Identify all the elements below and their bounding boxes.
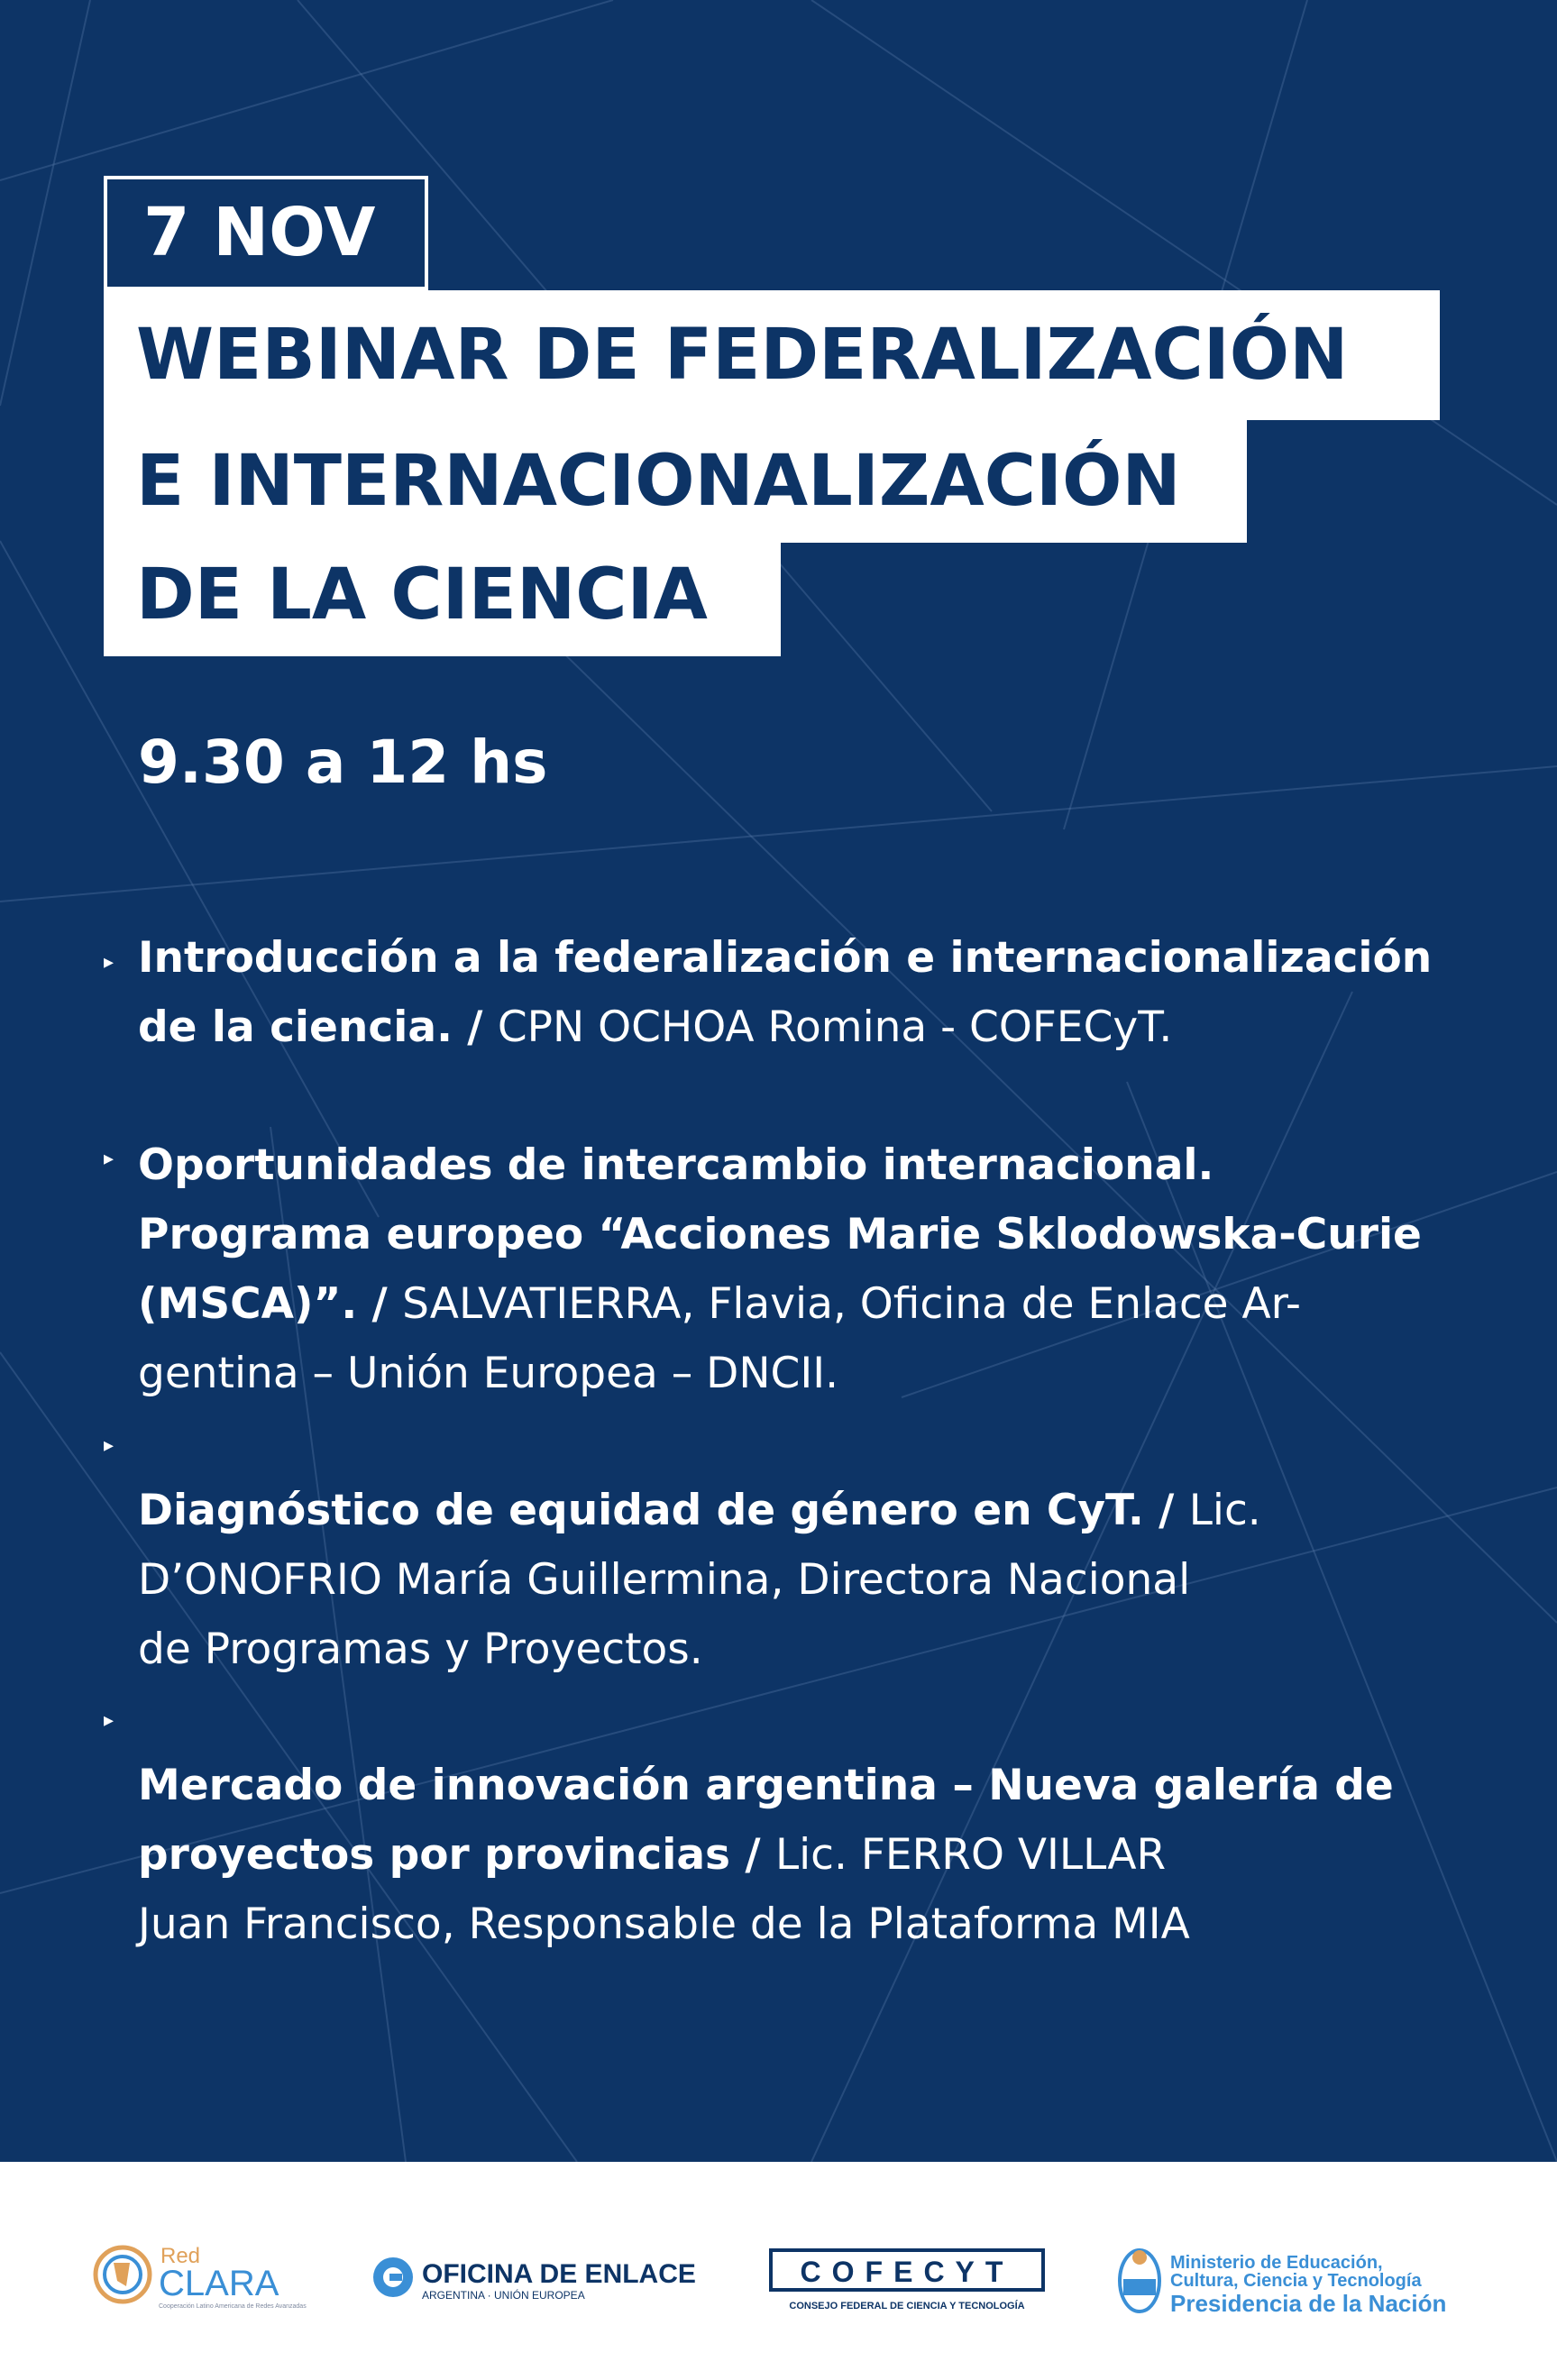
date-badge: 7 NOV: [104, 176, 428, 290]
sponsor-footer: [0, 2162, 1557, 2380]
cofecyt-logo: [768, 2247, 1046, 2312]
agenda-line: D’ONOFRIO María Guillermina, Directora Nacional: [138, 1555, 1191, 1605]
agenda-line: de la ciencia. / CPN OCHOA Romina - COFECyT.: [138, 1002, 1173, 1052]
svg-text:Red: Red: [160, 2244, 201, 2268]
title-line-1: WEBINAR DE FEDERALIZACIÓN: [104, 290, 1440, 420]
event-time: 9.30 a 12 hs: [138, 728, 548, 797]
svg-text:CLARA: CLARA: [159, 2264, 279, 2303]
agenda-line: Mercado de innovación argentina – Nueva galería de: [138, 1761, 1394, 1810]
red-clara-logo: [90, 2236, 307, 2313]
bullet-icon: ▸: [104, 1434, 114, 1457]
svg-text:Cooperación Latino Americana d: Cooperación Latino Americana de Redes Avanzadas: [159, 2303, 307, 2310]
agenda-line: de Programas y Proyectos.: [138, 1625, 703, 1674]
svg-text:Ministerio de Educación,: Ministerio de Educación,: [1170, 2253, 1383, 2273]
title-line-2: E INTERNACIONALIZACIÓN: [104, 420, 1247, 543]
svg-text:Cultura, Ciencia y Tecnología: Cultura, Ciencia y Tecnología: [1170, 2271, 1422, 2291]
bullet-icon: ▸: [104, 951, 114, 974]
agenda-item-1: [138, 923, 1463, 1062]
title-line-3: DE LA CIENCIA: [104, 543, 781, 656]
agenda-line: gentina – Unión Europea – DNCII.: [138, 1349, 839, 1398]
agenda-line: Diagnóstico de equidad de género en CyT. / Lic.: [138, 1486, 1261, 1535]
ministerio-logo: [1114, 2241, 1493, 2319]
oficina-de-enlace-logo: [371, 2252, 714, 2302]
svg-text:CONSEJO FEDERAL DE CIENCIA Y T: CONSEJO FEDERAL DE CIENCIA Y TECNOLOGÍA: [789, 2301, 1025, 2311]
agenda-line: Programa europeo “Acciones Marie Sklodowska-Curie: [138, 1210, 1422, 1259]
bullet-icon: ▸: [104, 1709, 114, 1732]
agenda-line: Juan Francisco, Responsable de la Plataforma MIA: [138, 1899, 1190, 1949]
agenda-line: Oportunidades de intercambio internacional.: [138, 1140, 1214, 1190]
svg-text:COFECYT: COFECYT: [800, 2256, 1014, 2288]
svg-text:ARGENTINA · UNIÓN EUROPEA: ARGENTINA · UNIÓN EUROPEA: [422, 2289, 585, 2302]
svg-text:Presidencia de la Nación: Presidencia de la Nación: [1170, 2290, 1447, 2317]
agenda-line: Introducción a la federalización e internacionalización: [138, 933, 1433, 983]
agenda-item-3: [138, 1476, 1463, 1684]
agenda-item-4: [138, 1751, 1463, 1959]
agenda-item-2: [138, 1130, 1463, 1408]
agenda-line: (MSCA)”. / SALVATIERRA, Flavia, Oficina de Enlace Ar-: [138, 1279, 1301, 1329]
agenda-line: proyectos por provincias / Lic. FERRO VILLAR: [138, 1830, 1167, 1880]
bullet-icon: ▸: [104, 1148, 114, 1170]
svg-text:OFICINA DE ENLACE: OFICINA DE ENLACE: [422, 2259, 696, 2289]
